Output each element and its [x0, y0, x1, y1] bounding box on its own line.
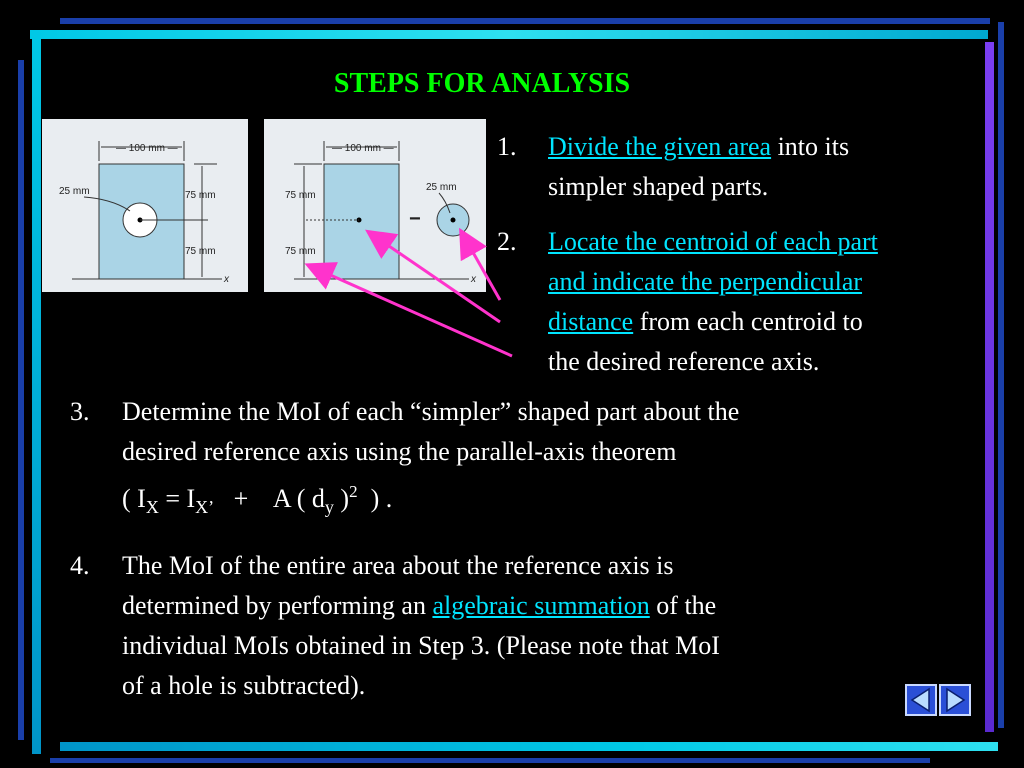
minus-sign: −: [409, 208, 421, 230]
axis-x-label: x: [224, 274, 229, 285]
next-slide-button[interactable]: [939, 684, 971, 716]
step-4-text-c: of the: [649, 591, 717, 620]
formula-part: + A ( d: [214, 484, 325, 513]
dim-width-label: — 100 mm —: [332, 143, 394, 154]
formula-part: ) .: [357, 484, 393, 513]
locate-centroid-link-c[interactable]: distance: [548, 307, 634, 336]
step-4: [70, 546, 970, 706]
formula-subscript: y: [324, 497, 334, 517]
triangle-right-icon: [941, 686, 969, 714]
parallel-axis-formula: [122, 482, 393, 517]
step-1-text-a: into its: [771, 132, 850, 161]
dim-radius-label: 25 mm: [426, 182, 457, 193]
formula-part: ): [333, 484, 350, 513]
axis-x-label: x: [471, 274, 476, 285]
formula-subscript: X’: [195, 497, 215, 517]
step-1-number: 1.: [497, 132, 517, 161]
dim-width-label: — 100 mm —: [116, 143, 178, 154]
step-3-text-b: desired reference axis using the parallel-axis theorem: [122, 437, 677, 466]
arrow-to-rect-centroid: [370, 233, 500, 322]
dim-top-label: 75 mm: [285, 190, 316, 201]
step-2-text-a: from each centroid to: [633, 307, 863, 336]
slide-title: STEPS FOR ANALYSIS: [333, 68, 631, 99]
step-4-text-e: of a hole is subtracted).: [122, 671, 366, 700]
locate-centroid-link-b[interactable]: and indicate the perpendicular: [548, 267, 863, 296]
step-4-text-a: The MoI of the entire area about the reference axis is: [122, 551, 674, 580]
step-4-text-d: individual MoIs obtained in Step 3. (Please note that MoI: [122, 631, 720, 660]
step-4-text-b: determined by performing an: [122, 591, 433, 620]
previous-slide-button[interactable]: [905, 684, 937, 716]
step-3-number: 3.: [70, 397, 90, 426]
formula-superscript: 2: [349, 482, 358, 501]
triangle-left-icon: [907, 686, 935, 714]
step-1-text-b: simpler shaped parts.: [548, 172, 769, 201]
dim-bottom-label: 75 mm: [185, 246, 216, 257]
step-4-number: 4.: [70, 551, 90, 580]
dim-bottom-label: 75 mm: [285, 246, 316, 257]
formula-part: ( I: [122, 484, 146, 513]
algebraic-summation-link[interactable]: algebraic summation: [432, 591, 650, 620]
formula-subscript: X: [145, 497, 159, 517]
step-2-number: 2.: [497, 227, 517, 256]
step-3: [70, 392, 970, 527]
step-3-text-a: Determine the MoI of each “simpler” shaped part about the: [122, 397, 740, 426]
arrow-to-hole-centroid: [462, 233, 500, 300]
divide-area-link[interactable]: Divide the given area: [548, 132, 772, 161]
step-2: [497, 222, 987, 382]
formula-part: = I: [158, 484, 196, 513]
dim-radius-label: 25 mm: [59, 186, 90, 197]
locate-centroid-link-a[interactable]: Locate the centroid of each part: [548, 227, 878, 256]
step-1: [497, 127, 977, 207]
dim-top-label: 75 mm: [185, 190, 216, 201]
step-2-text-b: the desired reference axis.: [548, 347, 820, 376]
